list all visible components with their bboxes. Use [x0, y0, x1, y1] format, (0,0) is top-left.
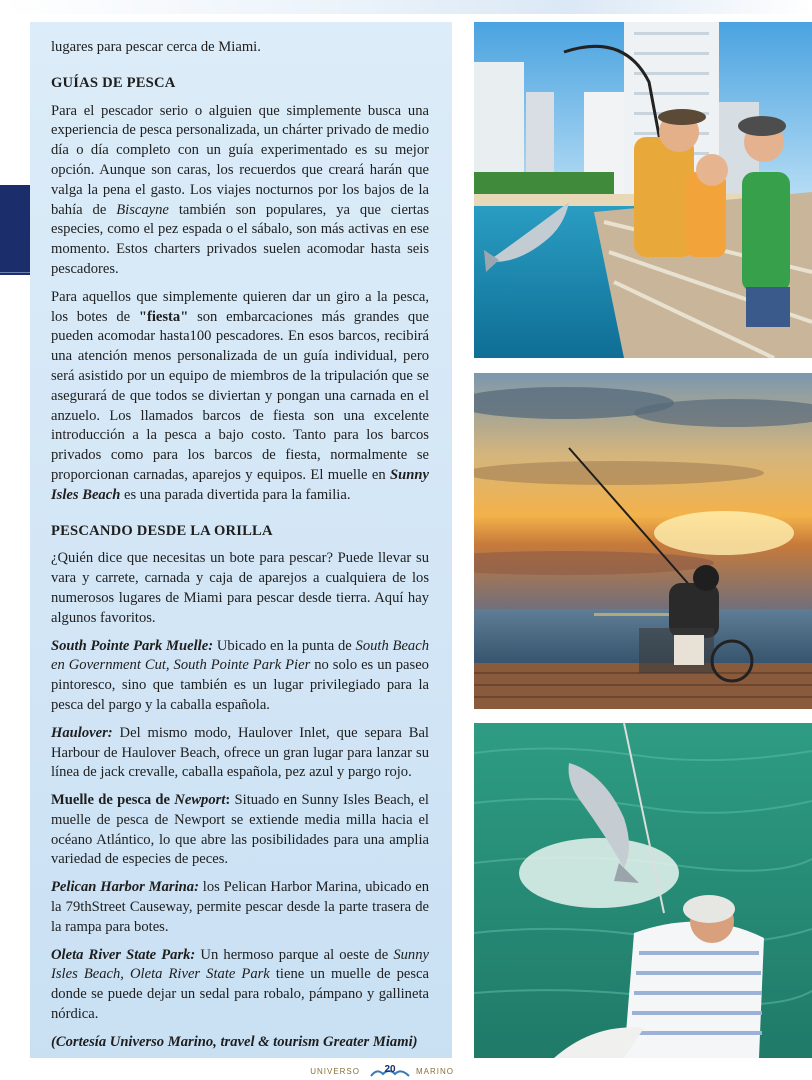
- section-tab-rule: [0, 272, 30, 273]
- spot-south-pointe: South Pointe Park Muelle: Ubicado en la punta de South Beach en Government Cut, South Pointe Park Pier no solo es un paseo pintoresco, sino que también es un lugar privilegiado para la pesca del pargo y la caballa española.: [51, 637, 429, 713]
- section-tab: [0, 185, 30, 275]
- intro-line: lugares para pescar cerca de Miami.: [51, 39, 261, 55]
- page-footer: [0, 1064, 812, 1080]
- shore-intro: ¿Quién dice que necesitas un bote para pescar? Puede llevar su vara y carrete, carnada y caja de aparejos a cualquiera de los numerosos lugares de Miami para pescar desde tierra. Aquí hay algunos favoritos.: [51, 550, 429, 626]
- top-accent-bar: [0, 0, 812, 14]
- spot-pelican-harbor: Pelican Harbor Marina: los Pelican Harbor Marina, ubicado en la 79thStreet Causeway, permite pescar desde la parte trasera de la rampa para botes.: [51, 879, 429, 935]
- footer-brand-right: MARINO: [416, 1067, 454, 1076]
- spot-haulover: Haulover: Del mismo modo, Haulover Inlet, que separa Bal Harbour de Haulover Beach, ofrece un gran lugar para lanzar su línea de jack crevalle, caballa española, pez azul y pargo rojo.: [51, 724, 429, 781]
- photo-sunset-fisherman: [474, 373, 812, 709]
- spot-newport: Muelle de pesca de Newport: Situado en Sunny Isles Beach, el muelle de pesca de Newport se extiende media milla hacia el océano Atlántico, lo que abre las posibilidades para una amplia variedad de especies de peces.: [51, 792, 429, 868]
- photo-tarpon-jump: [474, 723, 812, 1058]
- article-body: [51, 38, 429, 1061]
- photo-family-pier: [474, 22, 812, 358]
- page-number: 20: [369, 1064, 411, 1078]
- footer-brand-left: UNIVERSO: [310, 1067, 360, 1076]
- spot-oleta-river: Oleta River State Park: Un hermoso parque al oeste de Sunny Isles Beach, Oleta River State Park tiene un muelle de pesca donde se puede dejar un sedal para robalo, pámpano y gallineta nórdica.: [51, 946, 429, 1023]
- guides-heading: GUÍAS DE PESCA: [51, 74, 176, 91]
- shore-heading: PESCANDO DESDE LA ORILLA: [51, 522, 273, 539]
- guides-paragraph-2: Para aquellos que simplemente quieren dar un giro a la pesca, los botes de "fiesta" son embarcaciones más grandes que pueden acomodar hasta100 pescadores. En esos barcos, recibirá una atención menos personalizada de un guía individual, pero será asistido por un equipo de miembros de la tripulación que se asegurará de que todos se diviertan y pongan una carnada en el anzuelo. Los llamados barcos de fiesta son una excelente introducción a la pesca a bajo costo. Tanto para los barcos privados como para los barcos de fiesta, normalmente se proporcionan carnadas, aparejos y equipos. El muelle en Sunny Isles Beach es una parada divertida para la familia.: [51, 288, 429, 503]
- guides-paragraph-1: Para el pescador serio o alguien que simplemente busca una experiencia de pesca personalizada, un chárter privado de medio día o día completo con un guía experimentado es su mejor opción. Aunque son caras, los recuerdos que creará harán que valga la pena el gasto. Los viajes nocturnos por los bajos de la bahía de Biscayne también son populares, ya que ciertas especies, como el pez espada o el sábalo, son más activas en ese momento. Estos charters privados suelen acomodar hasta seis pescadores.: [51, 102, 429, 277]
- photo-credit: (Cortesía Universo Marino, travel & tourism Greater Miami): [51, 1033, 418, 1050]
